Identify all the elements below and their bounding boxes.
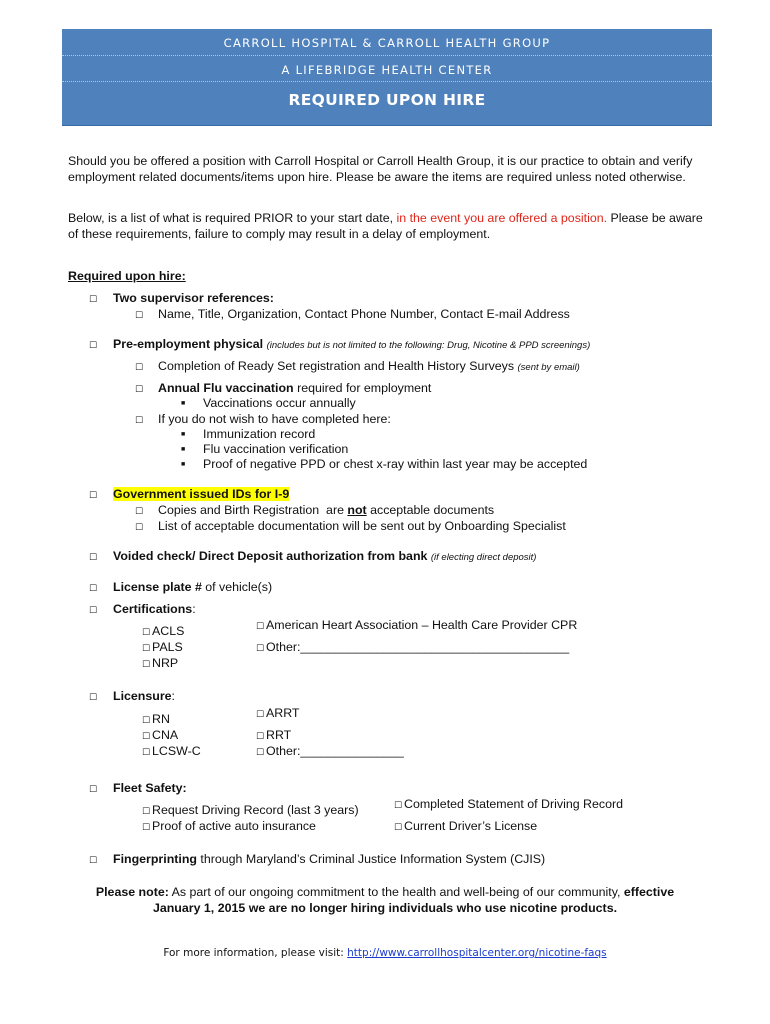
checklist-item-fingerprinting — [89, 852, 545, 866]
checkbox-icon[interactable]: ☐ — [89, 341, 98, 351]
checkbox-icon[interactable]: ☐ — [394, 801, 403, 811]
item-label: through Maryland’s Criminal Justice Information System (CJIS) — [196, 852, 546, 866]
checkbox-icon[interactable]: ☐ — [135, 523, 144, 533]
checklist-item-ids — [89, 487, 289, 501]
checkbox-icon[interactable]: ☐ — [89, 606, 98, 616]
item-label: : — [171, 689, 175, 703]
option-label: Proof of active auto insurance — [152, 819, 316, 833]
bullet-item — [181, 442, 348, 456]
bullet-icon: ■ — [181, 446, 186, 454]
intro-paragraph-2 — [68, 210, 713, 242]
option-label: RN — [152, 712, 170, 726]
checkbox-icon[interactable]: ☐ — [89, 491, 98, 501]
header-banner — [62, 29, 712, 126]
option-aha-cpr — [256, 618, 577, 632]
option-driving-statement — [394, 797, 623, 811]
item-label: Government issued IDs for I-9 — [113, 487, 290, 501]
sub-item-label: required for employment — [293, 381, 432, 395]
checkbox-icon[interactable]: ☐ — [142, 660, 151, 670]
option-auto-insurance — [142, 819, 316, 833]
checkbox-icon[interactable]: ☐ — [142, 716, 151, 726]
item-label: of vehicle(s) — [201, 580, 273, 594]
checkbox-icon[interactable]: ☐ — [256, 644, 265, 654]
checkbox-icon[interactable]: ☐ — [142, 732, 151, 742]
bullet-item — [181, 396, 356, 410]
option-cna — [142, 728, 178, 742]
checkbox-icon[interactable]: ☐ — [142, 823, 151, 833]
bullet-label: Flu vaccination verification — [203, 442, 349, 456]
organization-name: CARROLL HOSPITAL & CARROLL HEALTH GROUP — [223, 36, 551, 50]
sub-item — [135, 307, 570, 321]
sub-item — [135, 359, 580, 373]
item-label: Licensure — [113, 689, 172, 703]
checkbox-icon[interactable]: ☐ — [135, 385, 144, 395]
option-pals — [142, 640, 183, 654]
option-driving-record — [142, 803, 359, 817]
checkbox-icon[interactable]: ☐ — [256, 622, 265, 632]
bullet-icon: ■ — [181, 400, 186, 408]
item-label: Pre-employment physical — [113, 337, 264, 351]
sub-item-note: (sent by email) — [517, 362, 580, 373]
item-note: (includes but is not limited to the following: Drug, Nicotine & PPD screenings) — [266, 340, 591, 351]
bullet-icon: ■ — [181, 461, 186, 469]
item-label: Voided check/ Direct Deposit authorization from bank — [113, 549, 428, 563]
nicotine-faq-link[interactable]: http://www.carrollhospitalcenter.org/nicotine-faqs — [347, 947, 607, 959]
option-acls — [142, 624, 184, 638]
checkbox-icon[interactable]: ☐ — [142, 807, 151, 817]
option-label: PALS — [152, 640, 183, 654]
checkbox-icon[interactable]: ☐ — [142, 644, 151, 654]
checkbox-icon[interactable]: ☐ — [256, 710, 265, 720]
divider — [62, 55, 712, 56]
option-rrt — [256, 728, 291, 742]
section-heading: Required upon hire: — [68, 269, 186, 283]
footer — [0, 947, 770, 959]
checkbox-icon[interactable]: ☐ — [89, 553, 98, 563]
checklist-item-physical — [89, 337, 590, 351]
bullet-item — [181, 457, 587, 471]
option-nrp — [142, 656, 178, 670]
option-other-certification — [256, 640, 569, 654]
checkbox-icon[interactable]: ☐ — [142, 748, 151, 758]
nicotine-note-line-2: January 1, 2015 we are no longer hiring individuals who use nicotine products. — [152, 901, 618, 915]
note-text: effective — [623, 885, 675, 899]
sub-item-label: List of acceptable documentation will be sent out by Onboarding Specialist — [158, 519, 566, 533]
intro-highlight-text: in the event you are offered a position. — [396, 211, 608, 225]
bullet-item — [181, 427, 315, 441]
checkbox-icon[interactable]: ☐ — [89, 584, 98, 594]
intro-text: Please be aware of these requirements, failure to comply may result in a delay of employment. — [68, 211, 703, 241]
checkbox-icon[interactable]: ☐ — [256, 732, 265, 742]
sub-item-label: acceptable documents — [366, 503, 495, 517]
checkbox-icon[interactable]: ☐ — [135, 363, 144, 373]
item-label: Fingerprinting — [113, 852, 197, 866]
option-label: NRP — [152, 656, 179, 670]
sub-item — [135, 519, 566, 533]
option-label: ARRT — [266, 706, 300, 720]
checklist-item-certifications — [89, 602, 196, 616]
checkbox-icon[interactable]: ☐ — [135, 311, 144, 321]
sub-item-label: Annual Flu vaccination — [158, 381, 294, 395]
item-label: Certifications — [113, 602, 193, 616]
option-rn — [142, 712, 170, 726]
checklist-item-deposit — [89, 549, 536, 563]
intro-text: Below, is a list of what is required PRIOR to your start date, — [68, 211, 397, 225]
checkbox-icon[interactable]: ☐ — [89, 856, 98, 866]
footer-text: For more information, please visit: — [163, 947, 348, 959]
emphasis-text: not — [347, 503, 367, 517]
option-label: RRT — [266, 728, 292, 742]
bullet-label: Proof of negative PPD or chest x-ray within last year may be accepted — [203, 457, 588, 471]
sub-item-label: If you do not wish to have completed here: — [158, 412, 391, 426]
intro-paragraph-1: Should you be offered a position with Carroll Hospital or Carroll Health Group, it is our practice to obtain and verify employment related documents/items upon hire. Please be aware the items are required unless noted otherwise. — [68, 154, 693, 184]
checkbox-icon[interactable]: ☐ — [89, 785, 98, 795]
sub-item-label: Completion of Ready Set registration and Health History Surveys — [158, 359, 515, 373]
checkbox-icon[interactable]: ☐ — [135, 507, 144, 517]
checkbox-icon[interactable]: ☐ — [142, 628, 151, 638]
checkbox-icon[interactable]: ☐ — [256, 748, 265, 758]
checkbox-icon[interactable]: ☐ — [394, 823, 403, 833]
item-label: : — [192, 602, 196, 616]
option-arrt — [256, 706, 300, 720]
checklist-item-license-plate — [89, 580, 272, 594]
option-label: Completed Statement of Driving Record — [404, 797, 624, 811]
item-label: Two supervisor references: — [113, 291, 274, 305]
divider — [62, 81, 712, 82]
item-note: (if electing direct deposit) — [430, 552, 537, 563]
note-label: Please note: — [95, 885, 169, 899]
option-label: CNA — [152, 728, 179, 742]
option-lcsw-c — [142, 744, 201, 758]
option-label[interactable]: Other:_______________________________________ — [266, 640, 570, 654]
option-drivers-license — [394, 819, 537, 833]
checkbox-icon[interactable]: ☐ — [89, 693, 98, 703]
note-text: As part of our ongoing commitment to the health and well-being of our community, — [168, 885, 624, 899]
page-title: REQUIRED UPON HIRE — [288, 91, 486, 109]
option-label: Request Driving Record (last 3 years) — [152, 803, 359, 817]
checklist-item-licensure — [89, 689, 175, 703]
bullet-icon: ■ — [181, 431, 186, 439]
nicotine-note-line-1 — [0, 885, 770, 899]
bullet-label: Immunization record — [203, 427, 316, 441]
item-label: License plate # — [113, 580, 202, 594]
sub-item-label: Name, Title, Organization, Contact Phone Number, Contact E-mail Address — [158, 307, 570, 321]
sub-item — [135, 503, 494, 517]
checkbox-icon[interactable]: ☐ — [135, 416, 144, 426]
option-other-licensure — [256, 744, 404, 758]
sub-item — [135, 381, 431, 395]
option-label: American Heart Association – Health Care Provider CPR — [266, 618, 578, 632]
item-label: Fleet Safety: — [113, 781, 187, 795]
checklist-item-fleet-safety — [89, 781, 187, 795]
option-label: LCSW-C — [152, 744, 201, 758]
bullet-label: Vaccinations occur annually — [203, 396, 356, 410]
option-label[interactable]: Other:_______________ — [266, 744, 404, 758]
sub-item-label: Copies and Birth Registration are — [158, 503, 348, 517]
sub-item — [135, 412, 391, 426]
checklist-item-references — [89, 291, 274, 305]
checkbox-icon[interactable]: ☐ — [89, 295, 98, 305]
organization-subtitle: A LIFEBRIDGE HEALTH CENTER — [281, 63, 493, 77]
option-label: Current Driver’s License — [404, 819, 538, 833]
option-label: ACLS — [152, 624, 185, 638]
